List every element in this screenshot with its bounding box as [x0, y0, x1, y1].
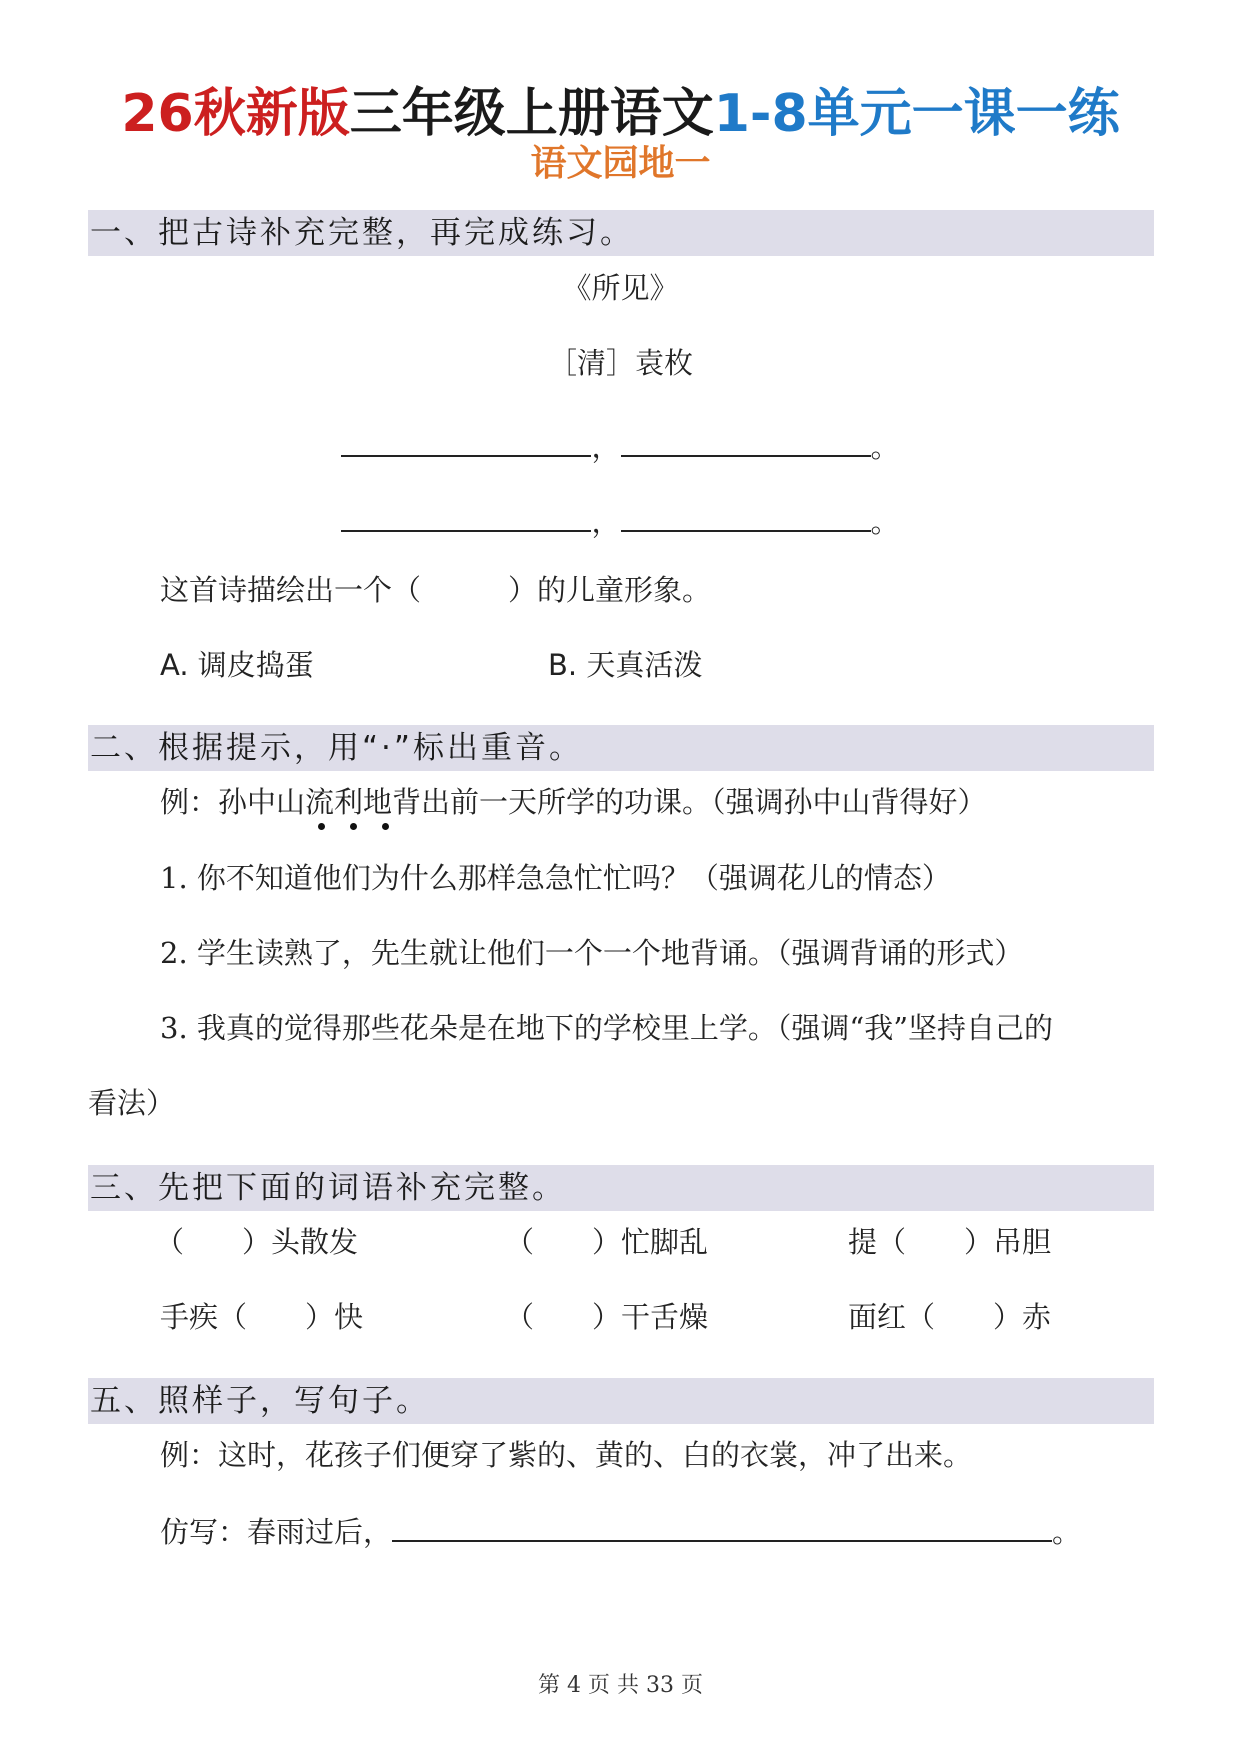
- section-2-heading: 二、根据提示，用“·”标出重音。: [88, 725, 1154, 771]
- section-3-heading: 三、先把下面的词语补充完整。: [88, 1165, 1154, 1211]
- imitate-answer-blank[interactable]: [392, 1510, 1052, 1542]
- stress-item-3-cont: 看法）: [88, 1086, 176, 1120]
- imitate-line: [160, 1510, 1081, 1552]
- section-1-heading: 一、把古诗补充完整，再完成练习。: [88, 210, 1154, 256]
- title-part-grade: 三年级上册语文: [349, 84, 714, 144]
- imitate-end-mark: 。: [1052, 1515, 1082, 1549]
- poem-line-1: [0, 425, 1241, 467]
- poem-blank-1a[interactable]: [341, 425, 591, 457]
- option-a-letter: A.: [160, 648, 189, 682]
- imitate-label: 仿写：春雨过后，: [160, 1515, 393, 1549]
- poem-comma: ，: [591, 430, 621, 464]
- page-title: [0, 82, 1241, 146]
- option-a[interactable]: [160, 645, 314, 685]
- stress-item-2[interactable]: 2. 学生读熟了，先生就让他们一个一个地背诵。（强调背诵的形式）: [160, 936, 1024, 970]
- stress-item-1[interactable]: 1. 你不知道他们为什么那样急急忙忙吗？（强调花儿的情态）: [160, 861, 951, 895]
- word-item[interactable]: （ ）忙脚乱: [505, 1225, 709, 1259]
- stress-dot: [382, 823, 389, 830]
- stress-dot: [350, 823, 357, 830]
- poem-blank-2a[interactable]: [341, 500, 591, 532]
- title-part-edition: 26秋新版: [121, 84, 350, 144]
- poem-period: 。: [870, 505, 900, 539]
- poem-blank-2b[interactable]: [621, 500, 871, 532]
- word-item[interactable]: （ ）干舌燥: [505, 1300, 709, 1334]
- poem-question: 这首诗描绘出一个（ ）的儿童形象。: [160, 573, 712, 607]
- word-item[interactable]: （ ）头散发: [155, 1225, 359, 1259]
- stress-dot: [318, 823, 325, 830]
- poem-title: 《所见》: [562, 271, 679, 305]
- page-number: 第 4 页 共 33 页: [538, 1673, 703, 1698]
- page-subtitle: 语文园地一: [530, 143, 711, 184]
- section-5-heading: 五、照样子，写句子。: [88, 1378, 1154, 1424]
- poem-period: 。: [870, 430, 900, 464]
- poem-line-2: [0, 500, 1241, 542]
- word-item[interactable]: 面红（ ）赤: [848, 1300, 1052, 1334]
- poem-author: ［清］袁枚: [547, 346, 693, 380]
- stress-item-3[interactable]: 3. 我真的觉得那些花朵是在地下的学校里上学。（强调“我”坚持自己的: [160, 1011, 1054, 1045]
- sentence-example: 例：这时，花孩子们便穿了紫的、黄的、白的衣裳，冲了出来。: [160, 1438, 973, 1472]
- option-a-text: 调皮捣蛋: [197, 648, 314, 682]
- word-item[interactable]: 手疾（ ）快: [160, 1300, 364, 1334]
- poem-blank-1b[interactable]: [621, 425, 871, 457]
- poem-comma: ，: [591, 505, 621, 539]
- option-b-letter: B.: [548, 648, 578, 682]
- title-part-units: 1-8单元一课一练: [713, 84, 1120, 144]
- option-b[interactable]: [548, 645, 702, 685]
- option-b-text: 天真活泼: [586, 648, 703, 682]
- word-item[interactable]: 提（ ）吊胆: [848, 1225, 1052, 1259]
- stress-example: 例：孙中山流利地背出前一天所学的功课。（强调孙中山背得好）: [160, 785, 987, 819]
